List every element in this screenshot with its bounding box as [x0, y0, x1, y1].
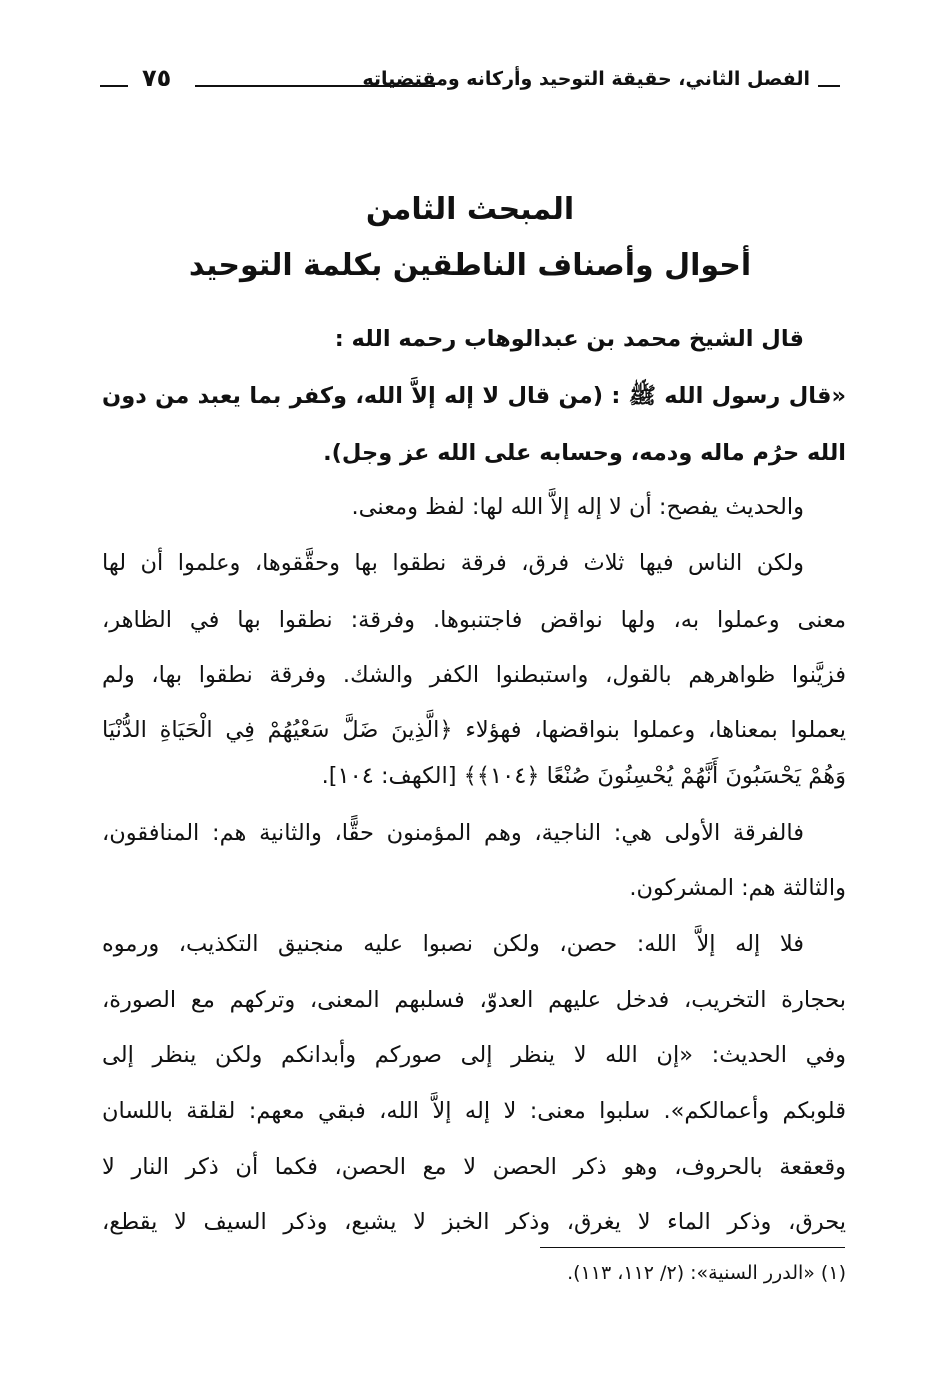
footnote-rule: [540, 1247, 845, 1248]
section-title: المبحث الثامن: [365, 192, 575, 227]
text-line: يعملوا بمعناها، وعملوا بنواقضها، فهؤلاء ﴿الَّذِينَ ضَلَّ سَعْيُهُمْ فِي الْحَيَاةِ الدُّنْيَا: [102, 717, 846, 743]
running-header: [100, 62, 840, 112]
text-line: وَهُمْ يَحْسَبُونَ أَنَّهُمْ يُحْسِنُونَ صُنْعًا ﴿١٠٤﴾﴾ [الكهف: ١٠٤].: [321, 763, 846, 789]
text-line: معنى وعملوا به، ولها نواقض فاجتنبوها. وفرقة: نطقوا بها في الظاهر،: [102, 607, 846, 633]
footnote: (١) «الدرر السنية»: (٢/ ١١٢، ١١٣).: [567, 1262, 846, 1284]
text-line: ولكن الناس فيها ثلاث فرق، فرقة نطقوا بها وحقَّقوها، وعلموا أن لها: [102, 550, 804, 576]
chapter-title: الفصل الثاني، حقيقة التوحيد وأركانه ومقتضياته: [362, 68, 810, 90]
text-line: فالفرقة الأولى هي: الناجية، وهم المؤمنون حقًّا، والثانية هم: المنافقون،: [102, 820, 804, 846]
text-line: وقعقعة بالحروف، وهو ذكر الحصن لا مع الحصن، فكما أن ذكر النار لا: [102, 1154, 846, 1180]
text-line: قلوبكم وأعمالكم». سلبوا معنى: لا إله إلاَّ الله، فبقي معهم: لقلقة باللسان: [102, 1098, 846, 1124]
text-line: والثالثة هم: المشركون.: [629, 875, 846, 901]
text-line: بحجارة التخريب، فدخل عليهم العدوّ، فسلبهم المعنى، وتركهم مع الصورة،: [102, 987, 846, 1013]
text-line: يحرق، وذكر الماء لا يغرق، وذكر الخبز لا يشبع، وذكر السيف لا يقطع،: [102, 1209, 846, 1235]
header-dash-right: [818, 85, 840, 87]
text-line: «قال رسول الله ﷺ : (من قال لا إله إلاَّ الله، وكفر بما يعبد من دون: [102, 383, 846, 409]
text-line: قال الشيخ محمد بن عبدالوهاب رحمه الله :: [334, 326, 804, 352]
text-line: والحديث يفصح: أن لا إله إلاَّ الله لها: لفظ ومعنى.: [351, 494, 804, 520]
section-subtitle: أحوال وأصناف الناطقين بكلمة التوحيد: [188, 248, 752, 283]
page-number: ٧٥: [142, 64, 172, 92]
text-line: وفي الحديث: «إن الله لا ينظر إلى صوركم وأبدانكم ولكن ينظر إلى: [102, 1042, 846, 1068]
header-rule: [195, 85, 435, 87]
text-line: الله حرُم ماله ودمه، وحسابه على الله عز وجل).: [323, 440, 846, 466]
header-dash-left: [100, 85, 128, 87]
text-line: فزيَّنوا ظواهرهم بالقول، واستبطنوا الكفر والشك. وفرقة نطقوا بها، ولم: [102, 662, 846, 688]
text-line: فلا إله إلاَّ الله: حصن، ولكن نصبوا عليه منجنيق التكذيب، ورموه: [102, 931, 804, 957]
